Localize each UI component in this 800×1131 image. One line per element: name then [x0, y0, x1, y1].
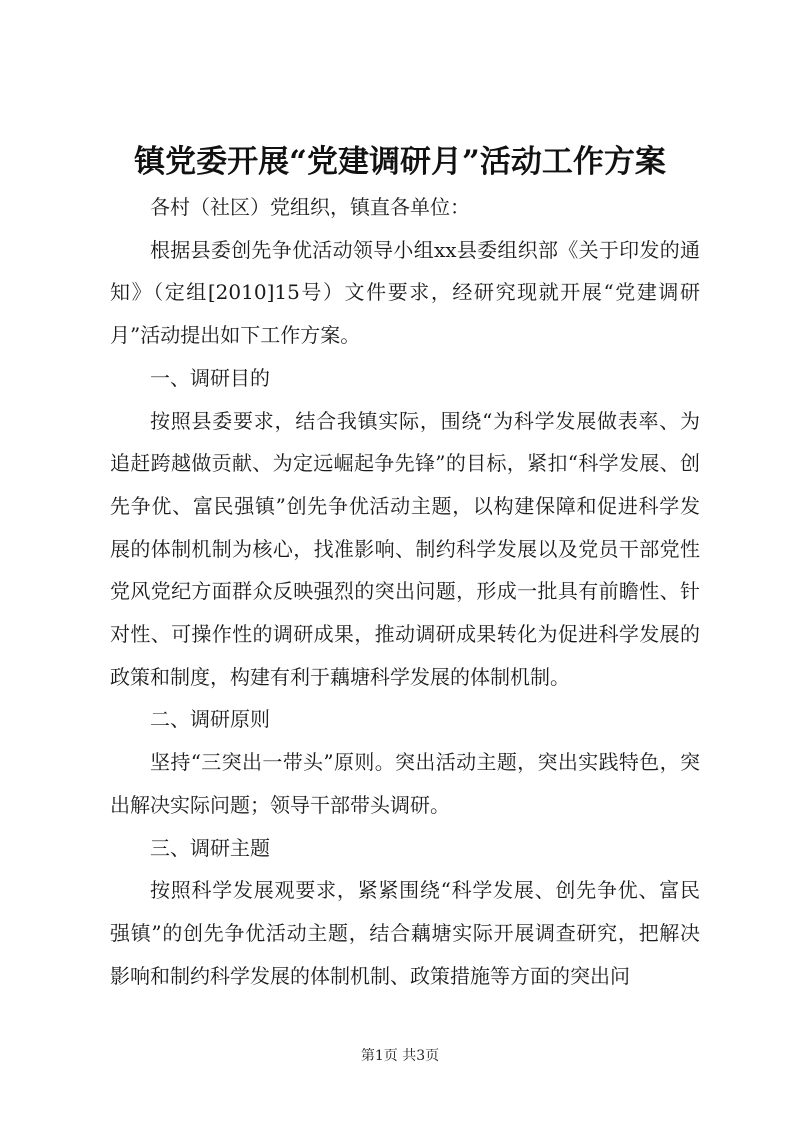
section-heading-theme: 三、调研主题: [150, 835, 270, 860]
salutation-paragraph: 各村（社区）党组织，镇直各单位：: [150, 195, 470, 219]
principle-paragraph: 坚持“三突出一带头”原则。突出活动主题，突出实践特色，突出解决实际问题；领导干部带头调研。: [110, 750, 700, 817]
purpose-paragraph: 按照县委要求，结合我镇实际，围绕“为科学发展做表率、为追赶跨越做贡献、为定远崛起争先锋”的目标，紧扣“科学发展、创先争优、富民强镇”创先争优活动主题，以构建保障和促进科学发展的体制机制为核心，找准影响、制约科学发展以及党员干部党性党风党纪方面群众反映强烈的突出问题，形成一批具有前瞻性、针对性、可操作性的调研成果，推动调研成果转化为促进科学发展的政策和制度，构建有利于藕塘科学发展的体制机制。: [110, 408, 700, 689]
document-title: 镇党委开展“党建调研月”活动工作方案: [134, 144, 666, 180]
section-heading-purpose: 一、调研目的: [150, 365, 270, 390]
page-footer: 第1页 共3页: [360, 1048, 440, 1064]
section-heading-principle: 二、调研原则: [150, 707, 270, 732]
theme-paragraph: 按照科学发展观要求，紧紧围绕“科学发展、创先争优、富民强镇”的创先争优活动主题，结合藕塘实际开展调查研究，把解决影响和制约科学发展的体制机制、政策措施等方面的突出问: [110, 878, 700, 988]
document-body: [110, 186, 700, 997]
intro-paragraph: 根据县委创先争优活动领导小组xx县委组织部《关于印发的通知》（定组[2010]15号）文件要求，经研究现就开展“党建调研月”活动提出如下工作方案。: [110, 237, 700, 348]
